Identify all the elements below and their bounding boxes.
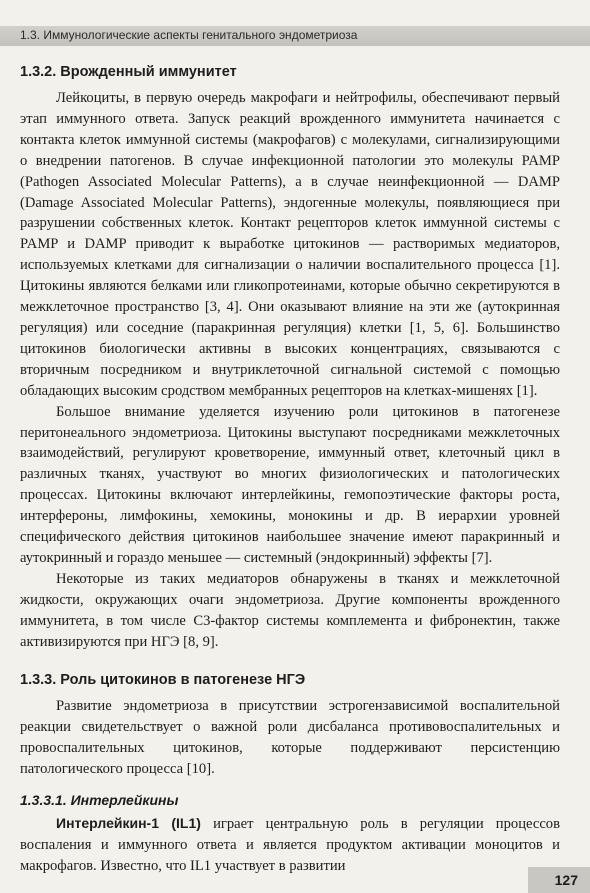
running-head: 1.3. Иммунологические аспекты генитального эндометриоза [20, 28, 358, 42]
paragraph: Развитие эндометриоза в присутствии эстрогензависимой воспалительной реакции свидетельствует о важной роли дисбаланса противовоспалительных и провоспалительных цитокинов, которые поддерживают персистенцию патологического процесса [10]. [20, 698, 560, 778]
term-interleukin-1: Интерлейкин-1 (IL1) [56, 815, 201, 832]
page-number: 127 [554, 872, 578, 888]
paragraph: Некоторые из таких медиаторов обнаружены в тканях и межклеточной жидкости, окружающих очаги эндометриоза. Другие компоненты врожденного иммунитета, в том числе С3-фактор системы комплемента и фибронектин, также активизируются при НГЭ [8, 9]. [20, 570, 560, 650]
subsection-heading-interleukins: 1.3.3.1. Интерлейкины [20, 792, 179, 809]
paragraph: Большое внимание уделяется изучению роли цитокинов в патогенезе перитонеального эндометриоза. Цитокины выступают посредниками межклеточных взаимодействий, регулируют кроветворение, иммунный ответ, клеточный цикл в различных тканях, участвуют во многих физиологических и патологических процессах. Цитокины включают интерлейкины, гемопоэтические факторы роста, интерфероны, лимфокины, хемокины, монокины и др. В иерархии уровней специфического действия цитокинов наибольшее значение имеют паракринный и аутокринный и гораздо меньшее — системный (эндокринный) эффекты [7]. [20, 403, 560, 566]
paragraph-text: играет центральную роль в регуляции процессов воспаления и иммунного ответа и является продуктом активации моноцитов и макрофагов. Известно, что IL1 участвует в развитии [20, 816, 560, 874]
paragraph-interleukin-1 [20, 813, 560, 877]
section-heading-cytokines: 1.3.3. Роль цитокинов в патогенезе НГЭ [20, 672, 306, 689]
paragraph: Лейкоциты, в первую очередь макрофаги и нейтрофилы, обеспечивают первый этап иммунного ответа. Запуск реакций врожденного иммунитета начинается с контакта клеток иммунной системы (макрофагов) с молекулами, сигнализирующими о внедрении патогенов. В случае инфекционной патологии это молекулы PAMP (Pathogen Associated Molecular Patterns), а в случае неинфекционной — DAMP (Damage Associated Molecular Patterns), эндогенные молекулы, появляющиеся при разрушении собственных клеток. Контакт рецепторов клеток иммунной системы с PAMP и DAMP приводит к выработке цитокинов — растворимых медиаторов, используемых клетками для сигнализации о наличии воспалительного процесса [1]. Цитокины являются белками или гликопротеинами, которые обычно секретируются в межклеточное пространство [3, 4]. Они оказывают влияние на эти же (аутокринная регуляция) или соседние (паракринная регуляция) клетки [1, 5, 6]. Большинство цитокинов биологически активны в высоких концентрациях, связываются с вторичным посредником и внутриклеточной сигнальной системой с помощью обладающих высоким сродством мембранных рецепторов на клетках-мишенях [1]. [20, 90, 560, 399]
section-heading-innate-immunity: 1.3.2. Врожденный иммунитет [20, 64, 237, 80]
page-body [20, 62, 560, 877]
